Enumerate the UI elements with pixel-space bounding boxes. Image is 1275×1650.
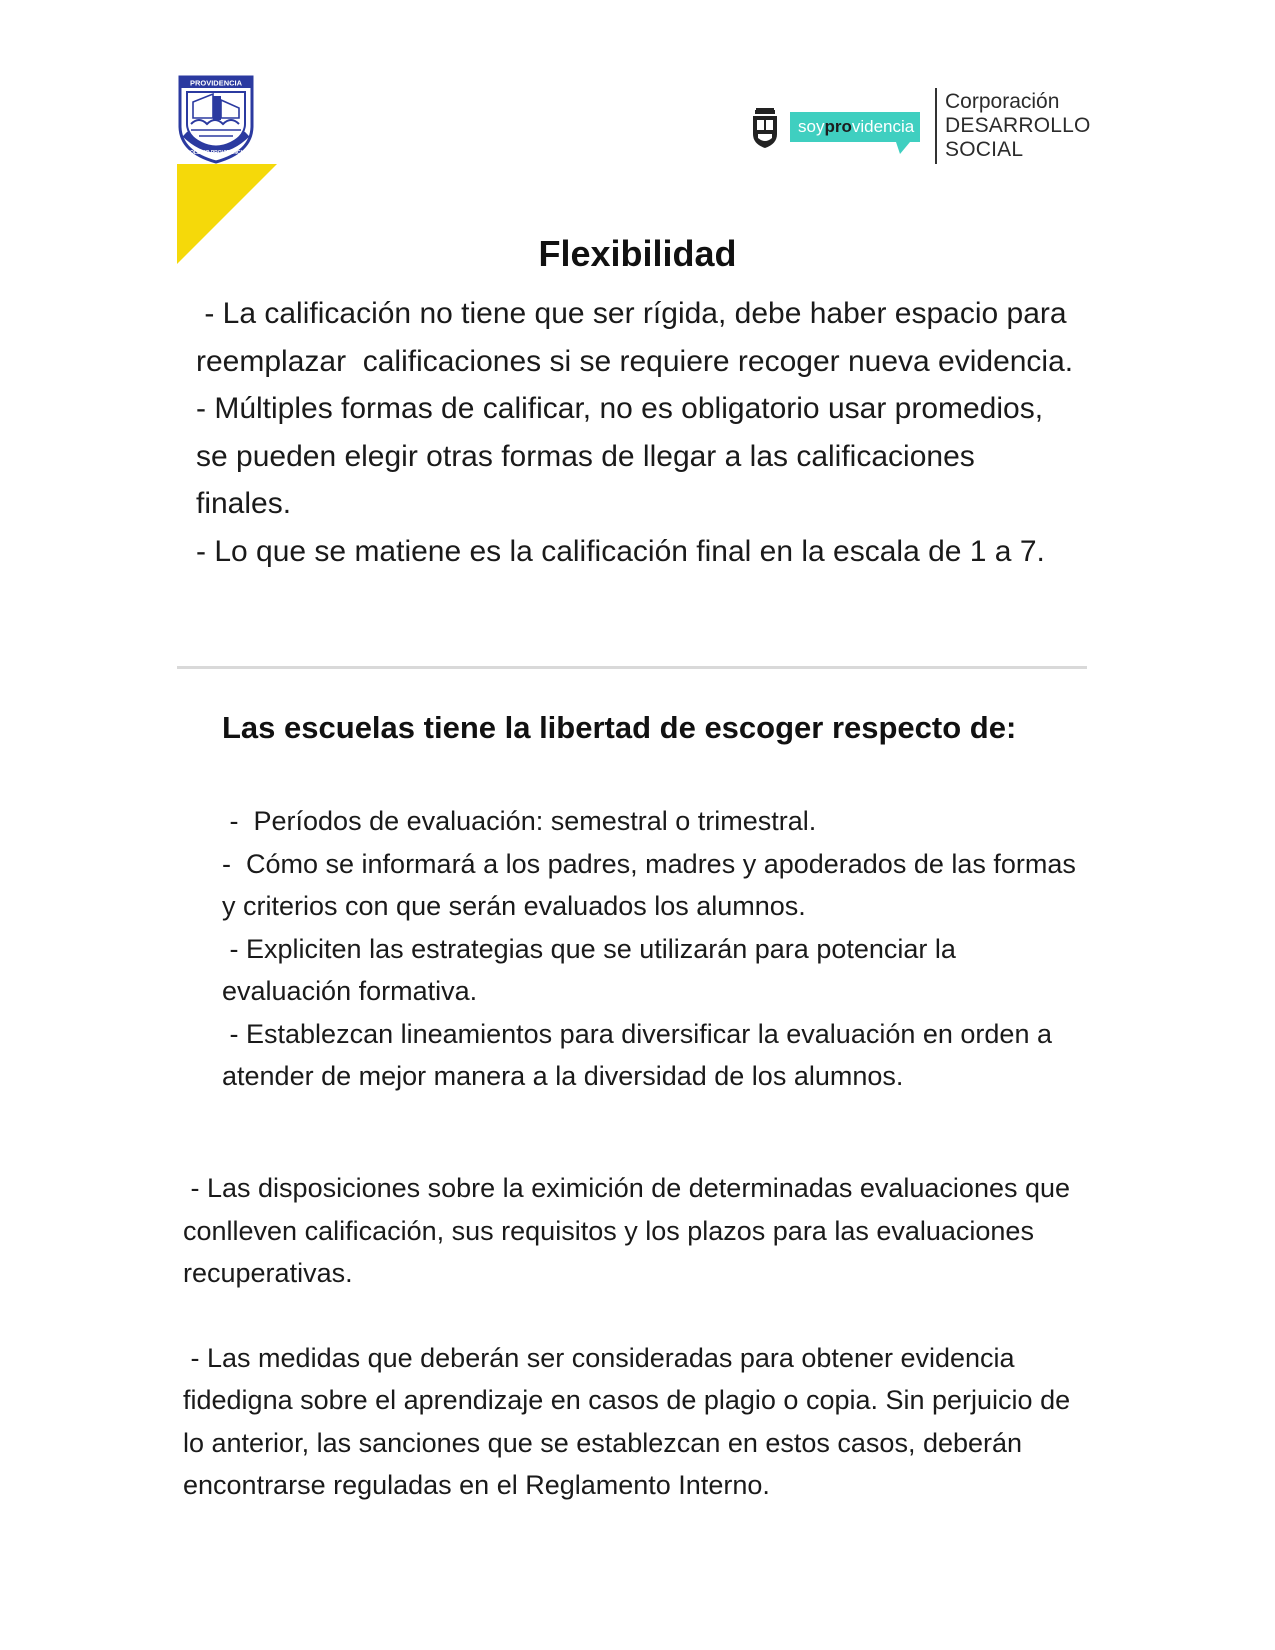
corporacion-logo: [945, 90, 1095, 162]
school-crest-icon: [177, 74, 255, 164]
page-title: Flexibilidad: [538, 233, 737, 274]
crest-bottom-text: COLEGIO PROVIDENCIA: [186, 150, 246, 156]
corp-line-3: SOCIAL: [945, 138, 1024, 161]
section-divider: [177, 666, 1087, 669]
freedom-item-4: - Establezcan lineamientos para diversificar la evaluación en orden a atender de mejor manera a la diversidad de los alumnos.: [222, 1018, 1060, 1091]
soy-providencia-logo: [790, 112, 920, 142]
freedom-list: [222, 800, 1082, 1098]
crest-top-text: PROVIDENCIA: [189, 78, 243, 88]
corp-line-1: Corporación: [945, 90, 1060, 113]
freedom-item-3: - Expliciten las estrategias que se utilizarán para potenciar la evaluación formativa.: [222, 933, 964, 1006]
flexibility-points: [196, 290, 1076, 575]
flexibility-point-2: - Múltiples formas de calificar, no es obligatorio usar promedios, se pueden elegir otras formas de llegar a las calificaciones finales.: [196, 392, 1052, 520]
provision-2: - Las medidas que deberán ser consideradas para obtener evidencia fidedigna sobre el aprendizaje en casos de plagio o copia. Sin perjuicio de lo anterior, las sanciones que se establezcan en estos casos, deberán encontrarse reguladas en el Reglamento Interno.: [183, 1342, 1078, 1500]
provision-1: - Las disposiciones sobre la eximición de determinadas evaluaciones que conlleven calificación, sus requisitos y los plazos para las evaluaciones recuperativas.: [183, 1173, 1078, 1288]
corp-line-2: DESARROLLO: [945, 114, 1091, 137]
additional-provisions: [183, 1167, 1083, 1507]
pro-text: pro: [824, 117, 852, 136]
freedom-item-1: - Períodos de evaluación: semestral o trimestral.: [222, 806, 817, 836]
freedom-item-2: - Cómo se informará a los padres, madres y apoderados de las formas y criterios con que serán evaluados los alumnos.: [222, 848, 1084, 921]
section-heading: Las escuelas tiene la libertad de escoger respecto de:: [222, 710, 1017, 745]
flexibility-point-1: - La calificación no tiene que ser rígida, debe haber espacio para reemplazar calificaciones si se requiere recoger nueva evidencia.: [196, 297, 1075, 378]
city-crest-icon: [752, 108, 778, 148]
flexibility-point-3: - Lo que se matiene es la calificación final en la escala de 1 a 7.: [196, 534, 1045, 568]
header-vertical-divider: [935, 88, 937, 164]
soy-text: soy: [798, 117, 825, 136]
speech-tail-icon: [896, 142, 910, 154]
videncia-text: videncia: [851, 117, 915, 136]
